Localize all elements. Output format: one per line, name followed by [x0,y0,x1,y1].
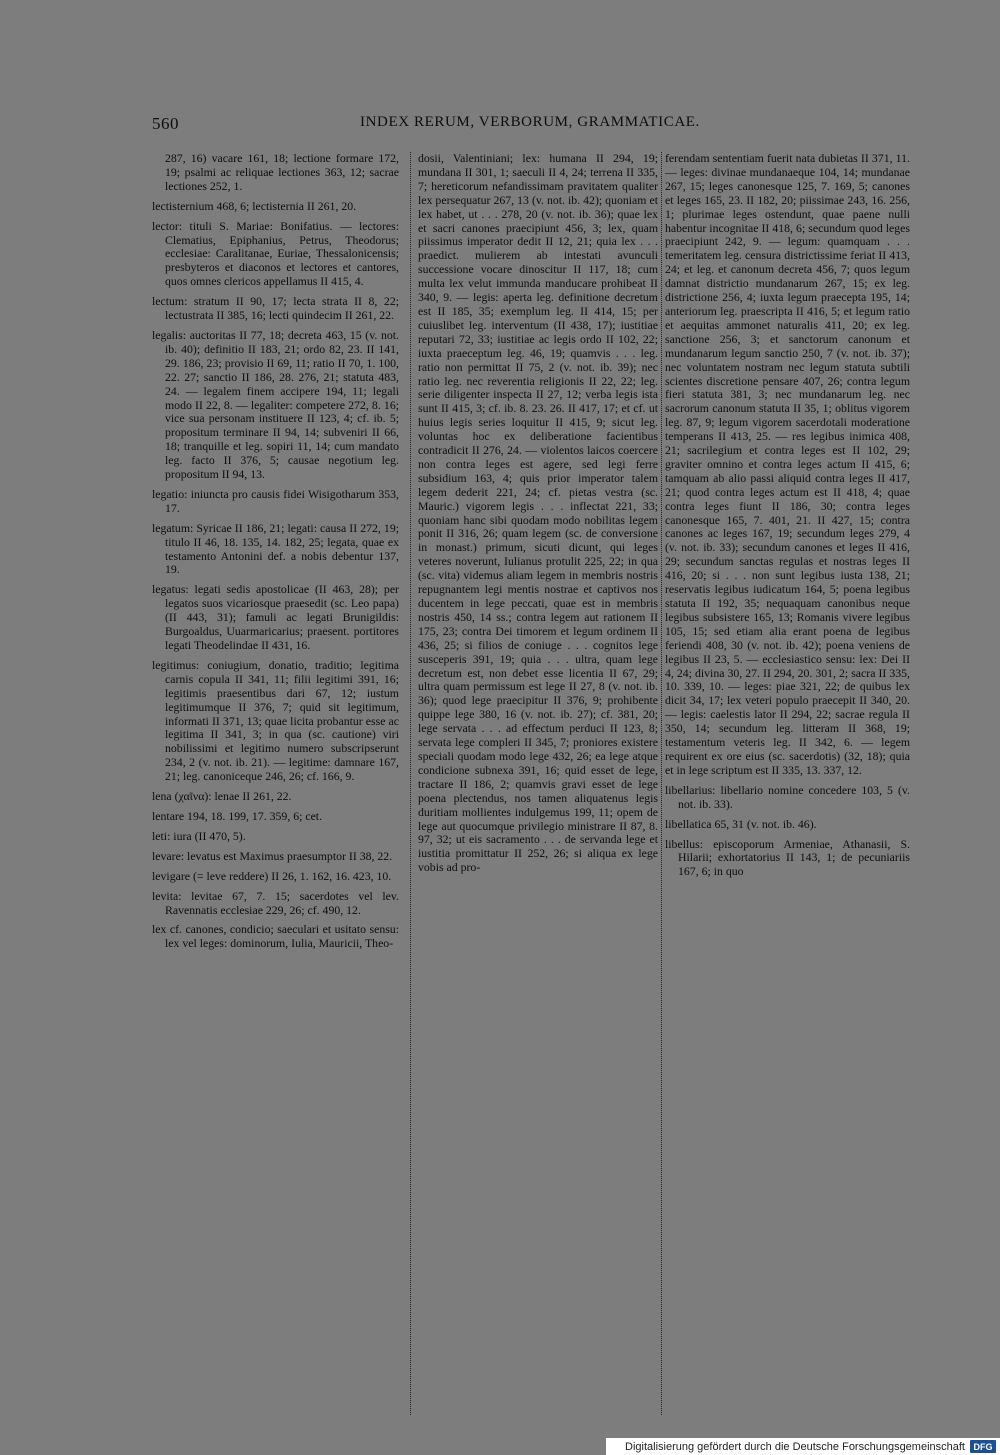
index-entry: levare: levatus est Maximus praesumptor II 38, 22. [152,848,393,863]
index-entry: legatus: legati sedis apostolicae (II 463, 28); per legatos suos vicariosque praesedit (sc. Leo papa) (II 443, 31); famuli ac legati Brunigildis: Burgoaldus, Uuarmaricarius; praesent. portitores legati Theodelindae II 431, 16. [152,582,399,652]
index-entry: levigare (= leve reddere) II 26, 1. 162, 16. 423, 10. [152,868,392,883]
index-entry: lectisternium 468, 6; lectisternia II 261, 20. [152,198,357,213]
index-entry: libellus: episcoporum Armeniae, Athanasii, S. Hilarii; exhortatorius II 143, 1; de pecuniariis 167, 6; in quo [665,836,910,879]
index-entry: legitimus: coniugium, donatio, traditio; legitima carnis copula II 341, 11; filii legitimi 391, 16; legitimis praesentibus dari 67, 12; iustum legitimumque II 376, 7; quid sit legitimum, informati II 371, 13; quae licita probantur esse ac legitima II 341, 3; in qua (sc. cautione) viri nobilissimi et legitimo numero subscripserunt 234, 2 (v. not. ib. 21). — legitime: damnare 167, 21; leg. canoniceque 246, 26; cf. 166, 9. [152,657,399,784]
dfg-logo-text: DFG [973,1442,993,1452]
column-divider [661,152,663,1415]
index-entry: leti: iura (II 470, 5). [152,828,246,843]
index-entry: lectum: stratum II 90, 17; lecta strata II 8, 22; lectustrata II 385, 16; lecti quindecim II 261, 22. [152,294,399,323]
index-entry: lector: tituli S. Mariae: Bonifatius. — lectores: Clematius, Epiphanius, Petrus, Theodorus; ecclesiae: Caralitanae, Euriae, Thessalonicensis; presbyteros et diaconos et lectores et cantores, quos omnes clericos appellamus II 415, 4. [152,218,399,289]
running-title: INDEX RERUM, VERBORUM, GRAMMATICAE. [360,114,700,130]
page-number: 560 [152,114,179,133]
index-entry: libellatica 65, 31 (v. not. ib. 46). [665,816,817,831]
column-divider [410,152,412,1415]
index-column-3 [665,152,910,885]
digitization-credit: Digitalisierung gefördert durch die Deutsche Forschungsgemeinschaft [625,1440,965,1453]
index-column-1 [152,152,399,957]
dfg-logo [970,1440,996,1453]
index-entry: legatio: iniuncta pro causis fidei Wisigotharum 353, 17. [152,486,399,515]
index-column-2 [418,152,658,881]
index-entry: legatum: Syricae II 186, 21; legati: causa II 272, 19; titulo II 46, 18. 135, 14. 182, 25; legata, quae ex testamento Antonini def. a nobis debentur 137, 19. [152,520,399,577]
index-entry-continuation: 287, 16) vacare 161, 18; lectione formare 172, 19; psalmi ac reliquae lectiones 363, 12; sacrae lectiones 252, 1. [165,151,399,193]
index-entry: lex cf. canones, condicio; saeculari et usitato sensu: lex vel leges: dominorum, Iulia, Mauricii, Theo- [152,922,399,951]
index-entry: lena (χαῖνα): lenae II 261, 22. [152,789,292,804]
index-entry: levita: levitae 67, 7. 15; sacerdotes vel lev. Ravennatis ecclesiae 229, 26; cf. 490, 12. [152,888,399,917]
digitization-credit-bar [606,1438,1000,1455]
index-entry-continuation: ferendam sententiam fuerit nata dubietas II 371, 11. — leges: divinae mundanaeque 104, 14; mundanae 267, 15; leges canonesque 125, 7. 169, 5; canones et leges 165, 23. II 182, 20; piissimae 243, 16. 256, 1; plurimae leges ostendunt, quae paene nulli habentur incognitae II 418, 6; secundum quod leges praecipiunt 242, 9. — legum: quamquam . . . temeritatem leg. censura districtissime feriat II 413, 24; et leg. et canonum decreta 456, 7; quos legum damnat districtio mundanarum 267, 15; ex leg. districtione 256, 4; iuxta legum praecepta 195, 14; anteriorum leg. praescripta II 416, 5; et legum ratio et aequitas ammonet naturalis 411, 20; ex leg. sanctione 256, 3; et sanctorum canonum et mundanarum legum sanctio 250, 7 (v. not. ib. 37); nec voluntatem nostram nec legum statuta subtili scientes discretione pensare 407, 26; contra legum fieri statuta 381, 3; nec mundanarum leg. nec sacrorum canonum statuta II 35, 1; oblitus vigorem leg. 87, 9; legum vigorem sacerdotali moderatione temperans II 413, 25. — res legibus inimica 408, 21; sacrilegium et contra leges est II 102, 29; graviter omnino et contra leges actum II 415, 6; tamquam ab alio passi aliquid contra leges II 417, 21; quod contra leges actum est II 418, 4; quae contra leges fiunt II 186, 30; contra leges canonesque 165, 7. 401, 21. II 427, 15; contra canones ac leges 167, 19; secundum leges 279, 4 (v. not. ib. 33); secundum canones et leges II 416, 29; secundum sanctas regulas et nostras leges II 416, 20; si . . . non sunt legibus iusta 138, 21; reservatis legibus iudicatum 164, 5; poena legibus statuta II 192, 35; nequaquam canonibus neque legibus subsistere 165, 13; Romanis vivere legibus 105, 15; sed etiam alia erant poena de legibus feriendi 408, 30 (v. not. ib. 42); poena veniens de legibus II 23, 5. — ecclesiastico sensu: lex: Dei II 4, 24; divina 30, 27. II 294, 20. 301, 2; sacra II 335, 10. 339, 10. — leges: piae 321, 22; de quibus lex dicit 34, 17; lex veteri populo praecepit II 340, 20. — legis: caelestis lator II 294, 22; sacrae regula II 350, 14; secundum leg. litteram II 368, 19; testamentum veteris leg. II 342, 6. — legem requirent ex ore eius (sc. sacerdotis) (32, 18); quia et in lege scriptum est II 335, 13. 337, 12. [665,151,910,777]
index-entry: legalis: auctoritas II 77, 18; decreta 463, 15 (v. not. ib. 40); definitio II 183, 21; ordo 82, 23. II 141, 29. 186, 23; provisio II 69, 11; ratio II 70, 1. 100, 22. 27; sanctio II 186, 28. 276, 21; statuta 483, 24. — legalem finem accipere 194, 11; legali modo II 22, 8. — legaliter: competere 272, 8. 16; vice sua personam instituere II 123, 4; cf. ib. 5; propositum terminare II 94, 14; subveniri II 66, 18; tranquille et leg. sopiri 11, 14; cum mandato leg. facto II 376, 5; causae negotium leg. propositum II 94, 13. [152,327,399,482]
page-header [152,114,712,138]
index-entry: lentare 194, 18. 199, 17. 359, 6; cet. [152,808,323,823]
index-entry: libellarius: libellario nomine concedere 103, 5 (v. not. ib. 33). [665,782,910,811]
index-entry-continuation: dosii, Valentiniani; lex: humana II 294, 19; mundana II 301, 1; saeculi II 4, 24; terrena II 335, 7; hereticorum nefandissimam pravitatem qualiter lex persequatur 267, 13 (v. not. ib. 42); quoniam et lex habet, ut . . . 278, 20 (v. not. ib. 36); quae lex et sacri canones praecipiunt 456, 3; lex, quam piissimus imperator dedit II 12, 21; quia lex . . . praedict. mulierem ab intestati avunculi successione vocare dinoscitur II 117, 18; cum multa lex velut immunda manducare prohibeat II 340, 9. — legis: aperta leg. definitione decretum est II 185, 35; exemplum leg. II 414, 15; per cuiuslibet leg. interventum (II 438, 17); iustitiae reputari 72, 33; iustitiae ac legis ordo II 102, 22; iuxta praeceptum leg. 46, 19; quamvis . . . leg. ratio non permittat II 75, 2 (v. not. ib. 39); nec ratio leg. nec reverentia religionis II 22, 22; leg. serie diligenter inspecta II 27, 12; verba legis ista sunt II 415, 3; cf. ib. 8. 23. 26. II 417, 17; et cf. ut huius legis series loquitur II 415, 9; sicut leg. voluntas hoc ex deliberatione facientibus contradicit II 276, 24. — violentos laicos coercere non contra leges est agere, sed legi ferre subsidium 163, 4; quis prior imperator talem legem dederit 221, 24; cf. pietas vestra (sc. Mauric.) vigorem legis . . . inflectat 221, 33; quoniam hanc sibi quodam modo nobilitas legem ponit II 316, 26; quam legem (sc. de conversione in monast.) primum, sicuti dicunt, qui leges veteres noverunt, Iulianus protulit 225, 22; in qua (sc. vita) videmus aliam legem in membris nostris repugnantem legi mentis nostrae et captivos nos ducentem in lege peccati, quae est in membris nostris 450, 14 ss.; contra legem aut rationem II 175, 23; contra Dei timorem et legum ordinem II 436, 25; si filios de coniuge . . . cognitos lege susceperis 391, 19; quia . . . ultra, quam lege decretum est, non debet esse licentia II 67, 29; ultra quam permissum est lege II 27, 8 (v. not. ib. 36); quod lege praecipitur II 376, 9; prohibente quippe lege 380, 16 (v. not. ib. 27); cf. 381, 20; lege servata . . . ad effectum perduci II 123, 8; servata lege compleri II 345, 7; proniores existere speciali quodam modo lege 432, 26; ea lege atque condicione subnexa 391, 16; quid esset de lege, tractare II 186, 2; quamvis gravi esset de lege poena plectendus, nos tamen aliquatenus legis duritiam mollientes indulgemus 199, 11; opem de lege aut quocumque privilegio ministrare II 87, 8. 97, 32; ut eis sacramento . . . de servanda lege et iustitia promittatur II 252, 26; si aliqua ex lege vobis ad pro- [418,151,658,875]
